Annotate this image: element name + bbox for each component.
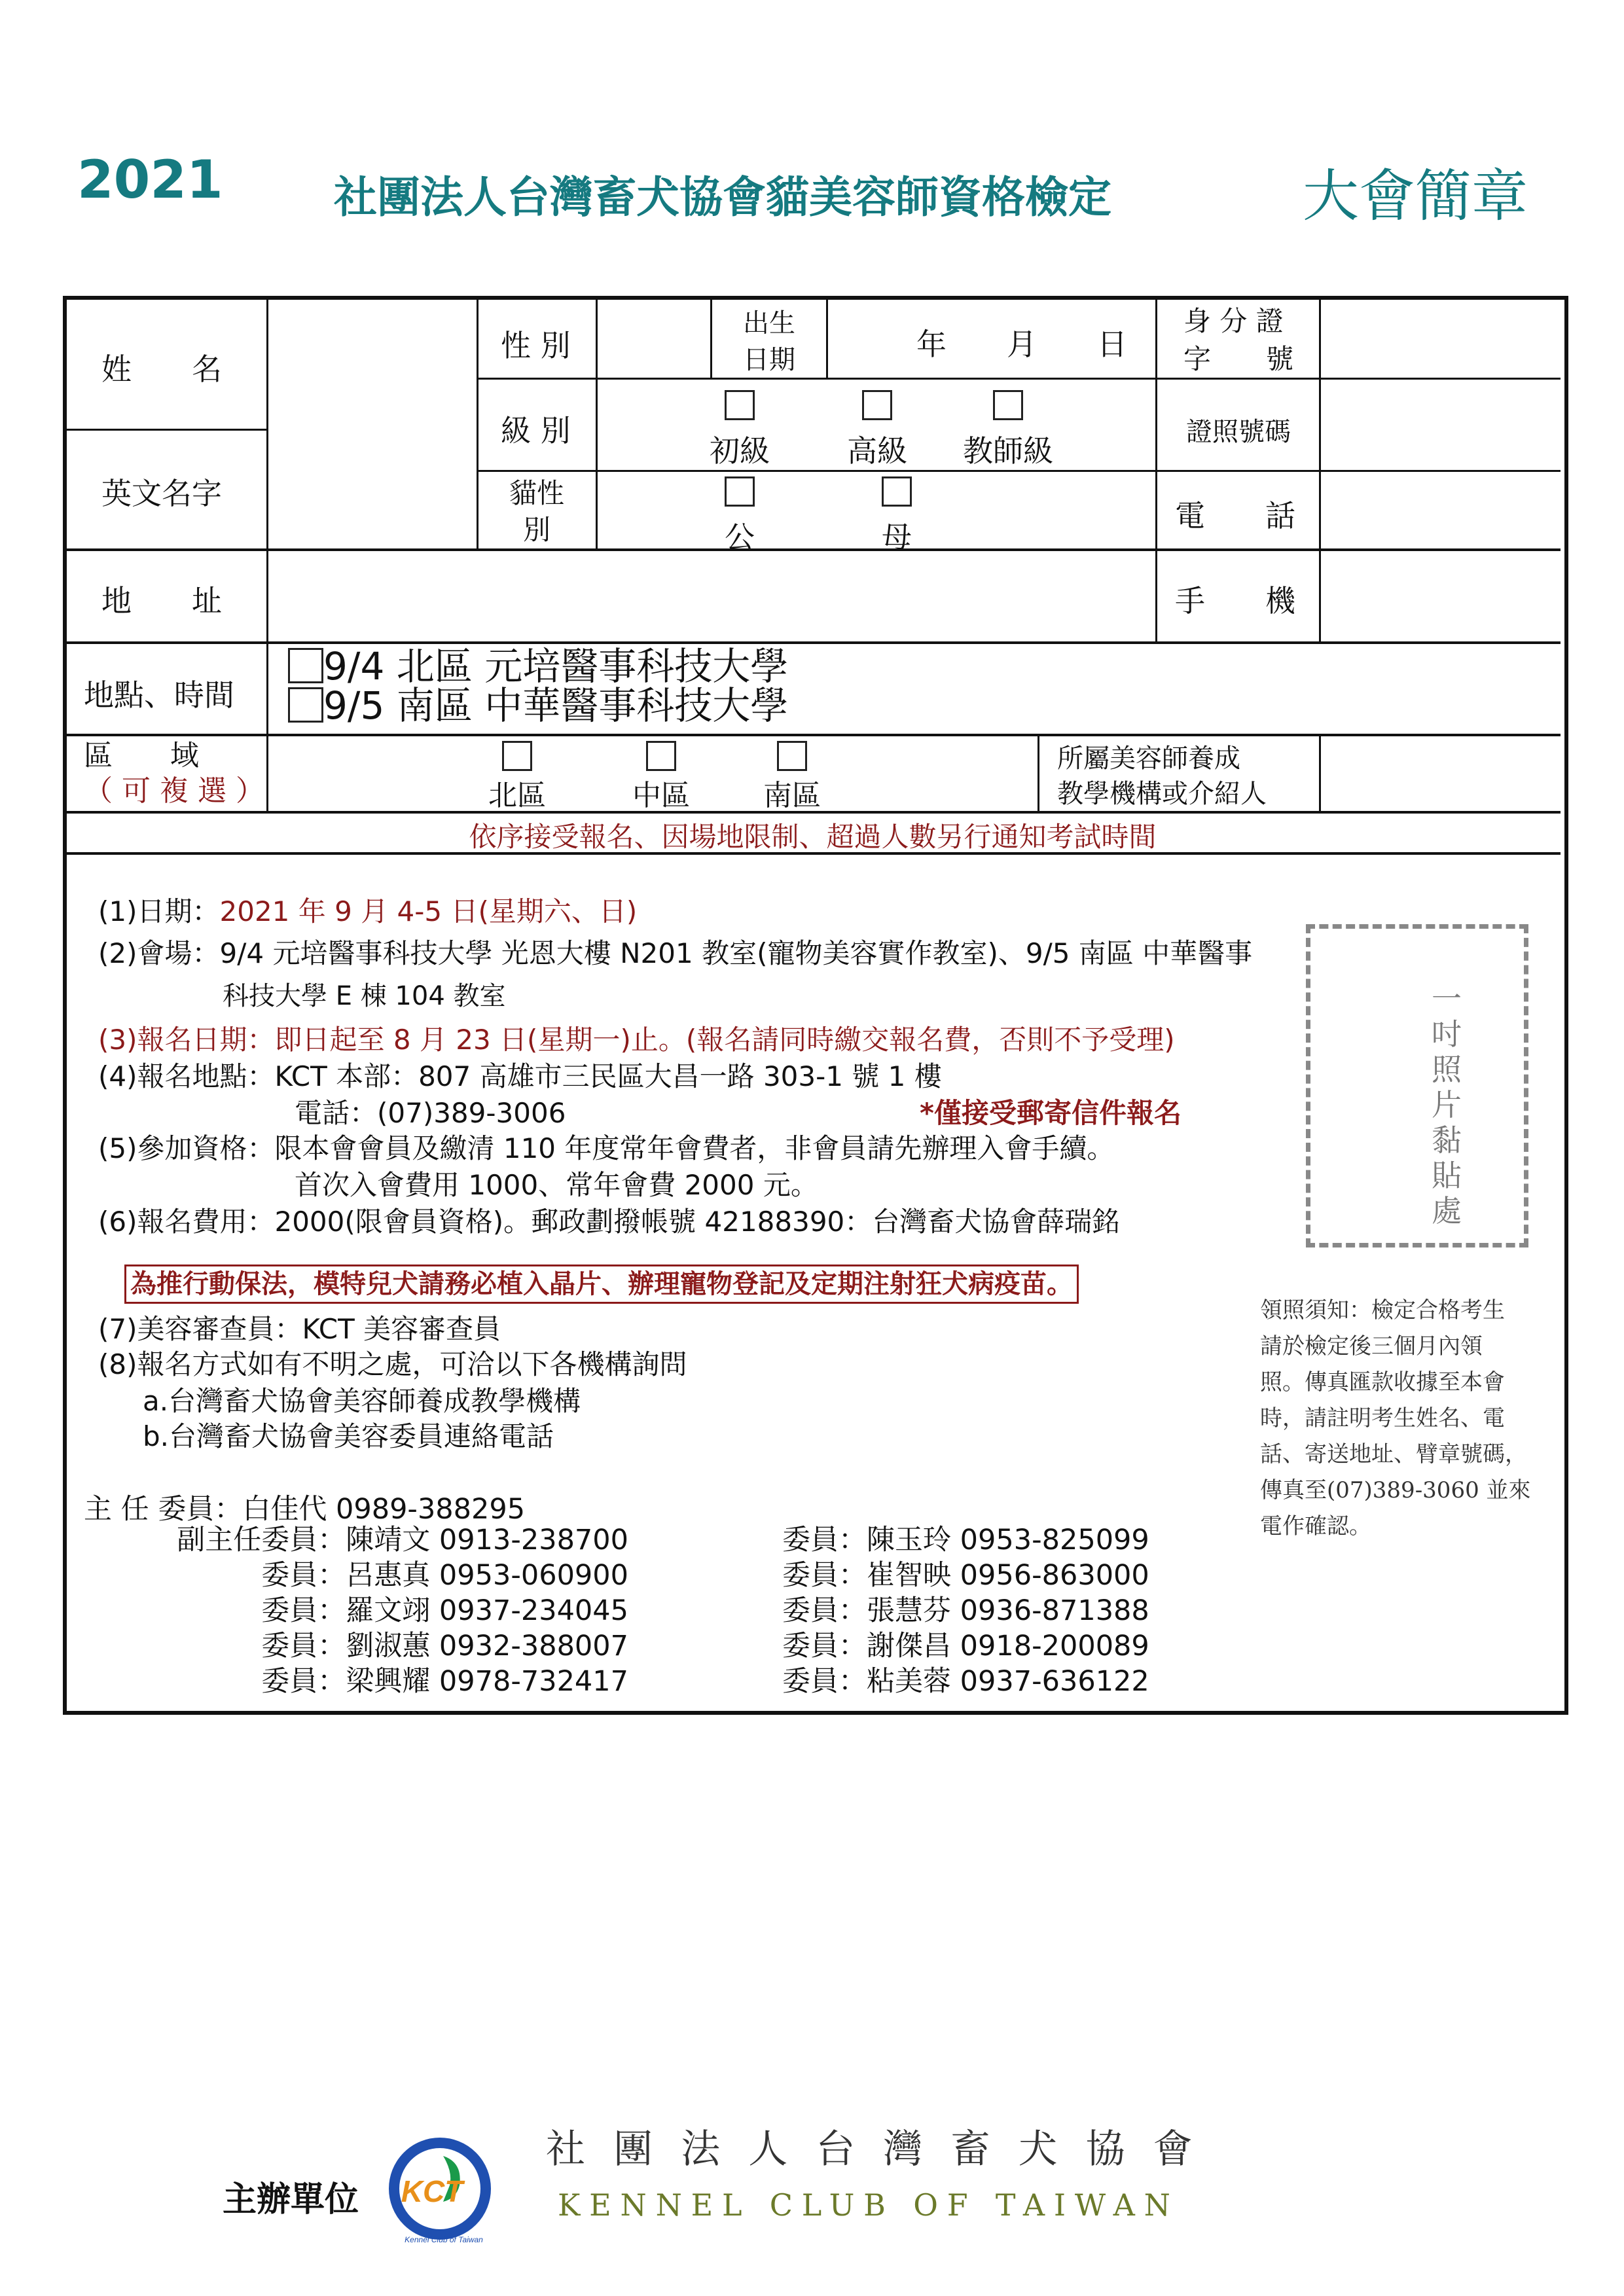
level-label: 級 別	[501, 413, 571, 448]
region-south-label: 南區	[763, 779, 821, 812]
year: 2021	[77, 149, 223, 210]
id-number-input[interactable]	[1322, 300, 1557, 377]
region-label-line1: 區 域	[84, 739, 199, 772]
license-note-line: 請於檢定後三個月內領	[1260, 1333, 1483, 1359]
license-note-line: 話、寄送地址、臂章號碼，	[1260, 1441, 1527, 1467]
committee-member: 委員：呂惠真 0953-060900	[261, 1559, 628, 1592]
org-name-en: KENNEL CLUB OF TAIWAN	[558, 2187, 1180, 2223]
committee-member: 委員：梁興耀 0978-732417	[261, 1665, 628, 1698]
info-item-inquiry: (8)報名方式如有不明之處，可洽以下各機構詢問	[98, 1348, 687, 1380]
license-note-line: 領照須知：檢定合格考生	[1260, 1297, 1505, 1323]
committee-member: 委員：劉淑蕙 0932-388007	[261, 1630, 628, 1662]
level-beginner-label: 初級	[710, 433, 770, 469]
birth-date-input[interactable]: 年 月 日	[916, 327, 1127, 362]
license-note-line: 時，請註明考生姓名、電	[1260, 1405, 1505, 1431]
committee-member: 委員：陳玉玲 0953-825099	[782, 1524, 1149, 1556]
venue-north-checkbox[interactable]	[288, 648, 323, 683]
license-note-line: 電作確認。	[1260, 1513, 1371, 1539]
level-teacher-checkbox[interactable]	[993, 390, 1023, 420]
cat-male-checkbox[interactable]	[725, 476, 755, 507]
mobile-label: 手 機	[1175, 583, 1295, 619]
birth-label	[712, 305, 826, 378]
level-option-advanced[interactable]	[825, 390, 929, 471]
level-advanced-checkbox[interactable]	[862, 390, 892, 420]
region-north-label: 北區	[488, 779, 546, 812]
cat-female-label: 母	[882, 520, 912, 555]
gender-input[interactable]	[598, 300, 710, 377]
cat-gender-female[interactable]	[844, 476, 949, 557]
committee-member: 委員：崔智映 0956-863000	[782, 1559, 1149, 1592]
photo-paste-area	[1306, 924, 1528, 1247]
page-subtitle: 大會簡章	[1303, 164, 1528, 229]
kct-logo	[381, 2130, 499, 2248]
cat-female-checkbox[interactable]	[882, 476, 912, 507]
registration-notice: 依序接受報名、因場地限制、超過人數另行通知考試時間	[469, 821, 1157, 853]
venue-time-label: 地點、時間	[84, 677, 234, 713]
committee-member: 副主任委員：陳靖文 0913-238700	[177, 1524, 628, 1556]
committee-chair: 主 任 委員：白佳代 0989-388295	[84, 1493, 526, 1526]
phone-label: 電 話	[1175, 498, 1295, 533]
license-number-input[interactable]	[1322, 381, 1557, 469]
gender-label: 性 別	[501, 328, 571, 363]
info-item-venue-cont: 科技大學 E 棟 104 教室	[223, 981, 506, 1011]
cat-gender-label	[478, 475, 595, 548]
venue-option-north[interactable]	[288, 644, 789, 689]
info-item-date	[98, 890, 637, 929]
institution-input[interactable]	[1322, 738, 1557, 810]
region-central-checkbox[interactable]	[646, 741, 676, 771]
name-label: 姓 名	[101, 351, 222, 387]
venue-option-south[interactable]	[288, 683, 789, 728]
address-label: 地 址	[101, 583, 222, 619]
region-option-central[interactable]	[609, 741, 713, 813]
institution-label	[1057, 741, 1267, 812]
cat-gender-male[interactable]	[687, 476, 792, 557]
committee-left-column	[144, 1522, 628, 1699]
committee-member: 委員：謝傑昌 0918-200089	[782, 1630, 1149, 1662]
info-item-judges: (7)美容審查員：KCT 美容審查員	[98, 1313, 501, 1345]
english-name-label: 英文名字	[101, 476, 222, 511]
info-item-reg-phone: 電話：(07)389-3006	[295, 1097, 566, 1129]
region-option-north[interactable]	[465, 741, 569, 813]
mail-only-note: *僅接受郵寄信件報名	[920, 1097, 1182, 1129]
info-item-reg-place: (4)報名地點：KCT 本部：807 高雄市三民區大昌一路 303-1 號 1 樓	[98, 1060, 942, 1092]
venue-north-label: 9/4 北區 元培醫事科技大學	[323, 644, 789, 689]
cat-gender-label-line2: 別	[522, 514, 550, 546]
birth-label-line2: 日期	[743, 345, 795, 375]
english-name-input[interactable]	[270, 432, 475, 547]
region-north-checkbox[interactable]	[502, 741, 532, 771]
level-option-teacher[interactable]	[956, 390, 1060, 471]
license-number-label: 證照號碼	[1186, 417, 1291, 447]
cat-male-label: 公	[725, 520, 755, 555]
level-teacher-label: 教師級	[963, 433, 1053, 469]
level-option-beginner[interactable]	[687, 390, 792, 471]
microchip-highlight: 為推行動保法，模特兒犬請務必植入晶片、辦理寵物登記及定期注射狂犬病疫苗。	[124, 1265, 1079, 1304]
org-name-zh: 社 團 法 人 台 灣 畜 犬 協 會	[546, 2126, 1200, 2172]
level-beginner-checkbox[interactable]	[725, 390, 755, 420]
info-item-inquiry-b: b.台灣畜犬協會美容委員連絡電話	[143, 1420, 554, 1452]
id-number-label	[1183, 302, 1293, 378]
institution-label-line2: 教學機構或介紹人	[1057, 779, 1267, 809]
level-advanced-label: 高級	[847, 433, 907, 469]
license-note-line: 傳真至(07)389-3060 並來	[1260, 1477, 1531, 1503]
license-note	[1260, 1293, 1531, 1545]
cat-gender-label-line1: 貓性	[509, 477, 564, 509]
info-item-reg-date: (3)報名日期：即日起至 8 月 23 日(星期一)止。(報名請同時繳交報名費，否則不予受理)	[98, 1024, 1175, 1056]
venue-south-checkbox[interactable]	[288, 687, 323, 723]
info-item-inquiry-a: a.台灣畜犬協會美容師養成教學機構	[143, 1385, 581, 1417]
institution-label-line1: 所屬美容師養成	[1057, 744, 1240, 774]
committee-member: 委員：粘美蓉 0937-636122	[782, 1665, 1149, 1698]
info-date-value: 2021 年 9 月 4-5 日(星期六、日)	[219, 895, 638, 927]
organizer-label: 主辦單位	[223, 2180, 359, 2219]
id-label-line2: 字 號	[1183, 343, 1294, 375]
mobile-input[interactable]	[1322, 552, 1557, 640]
committee-member: 委員：張慧芬 0936-871388	[782, 1594, 1149, 1627]
region-option-south[interactable]	[740, 741, 844, 813]
logo-kct-text: KCT	[401, 2174, 463, 2208]
region-label-line2: （ 可 複 選 ）	[84, 774, 264, 808]
photo-paste-label: 一吋照片黏貼處	[1432, 981, 1462, 1229]
venue-south-label: 9/5 南區 中華醫事科技大學	[323, 683, 789, 728]
info-item-fee: (6)報名費用：2000(限會員資格)。郵政劃撥帳號 42188390：台灣畜犬協會薛瑞銘	[98, 1206, 1120, 1238]
region-label	[84, 738, 264, 809]
page-title: 社團法人台灣畜犬協會貓美容師資格檢定	[334, 172, 1111, 223]
phone-input[interactable]	[1322, 473, 1557, 547]
license-note-line: 照。傳真匯款收據至本會	[1260, 1369, 1505, 1395]
info-item-venue: (2)會場：9/4 元培醫事科技大學 光恩大樓 N201 教室(寵物美容實作教室)、9/5 南區 中華醫事	[98, 937, 1253, 969]
region-south-checkbox[interactable]	[777, 741, 807, 771]
logo-ring-text: Kennel Club of Taiwan	[405, 2235, 483, 2244]
name-input[interactable]	[270, 300, 475, 427]
info-item-eligibility-fees: 首次入會費用 1000、常年會費 2000 元。	[295, 1169, 818, 1201]
info-date-label: (1)日期：	[98, 895, 220, 927]
committee-member: 委員：羅文翊 0937-234045	[261, 1594, 628, 1627]
id-label-line1: 身 分 證	[1183, 305, 1284, 337]
venue-options	[288, 644, 789, 728]
region-central-label: 中區	[632, 779, 690, 812]
committee-right-column	[782, 1522, 1149, 1699]
address-input[interactable]	[270, 552, 1153, 640]
birth-label-line1: 出生	[743, 308, 795, 338]
info-item-eligibility: (5)參加資格：限本會會員及繳清 110 年度常年會費者，非會員請先辦理入會手續。	[98, 1132, 1115, 1164]
